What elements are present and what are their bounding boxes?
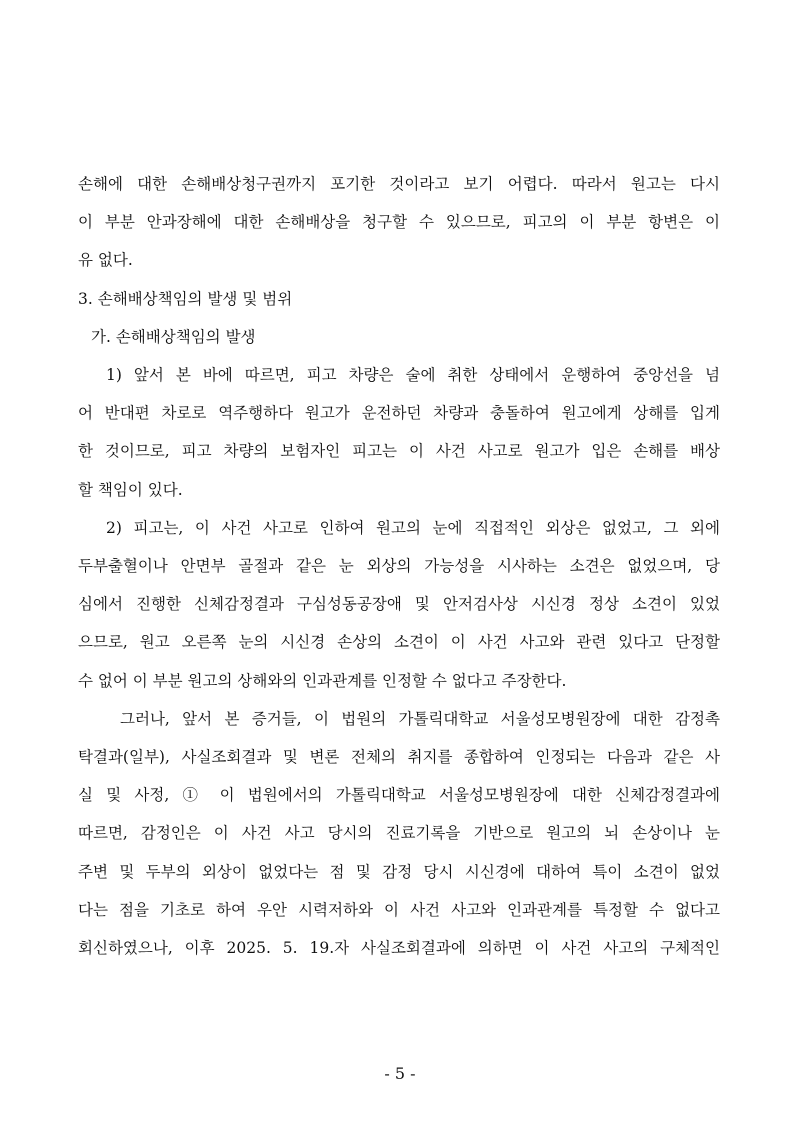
text-line: 1) 앞서 본 바에 따르면, 피고 차량은 술에 취한 상태에서 운행하여 중앙선을 넘	[106, 366, 720, 384]
text-line: 어 반대편 차로로 역주행하다 원고가 운전하던 차량과 충돌하여 원고에게 상해를 입게	[78, 404, 720, 423]
text-line: 다는 점을 기초로 하여 우안 시력저하와 이 사건 사고와 인과관계를 특정할 수 없다고	[78, 900, 720, 919]
page-number: - 5 -	[384, 1064, 416, 1083]
text-line: 따르면, 감정인은 이 사건 사고 당시의 진료기록을 기반으로 원고의 뇌 손상이나 눈	[78, 824, 720, 843]
text-line: 2) 피고는, 이 사건 사고로 인하여 원고의 눈에 직접적인 외상은 없었고, 그 외에	[106, 518, 720, 537]
text-line: 유 없다.	[78, 251, 133, 270]
text-line: 심에서 진행한 신체감정결과 구심성동공장애 및 안저검사상 시신경 정상 소견이 있었	[78, 595, 720, 614]
text-line: 가. 손해배상책임의 발생	[91, 327, 256, 346]
text-line: 주변 및 두부의 외상이 없었다는 점 및 감정 당시 시신경에 대하여 특이 소견이 없었	[78, 862, 720, 881]
text-line: 회신하였으나, 이후 2025. 5. 19.자 사실조회결과에 의하면 이 사건 사고의 구체적인	[78, 939, 720, 957]
text-line: 한 것이므로, 피고 차량의 보험자인 피고는 이 사건 사고로 원고가 입은 손해를 배상	[78, 442, 720, 461]
text-line: 할 책임이 있다.	[78, 480, 183, 499]
text-line: 두부출혈이나 안면부 골절과 같은 눈 외상의 가능성을 시사하는 소견은 없었으며, 당	[78, 557, 720, 575]
text-line: 수 없어 이 부분 원고의 상해와의 인과관계를 인정할 수 없다고 주장한다.	[78, 671, 567, 690]
text-line: 3. 손해배상책임의 발생 및 범위	[78, 289, 293, 308]
text-line: 실 및 사정, ① 이 법원에서의 가톨릭대학교 서울성모병원장에 대한 신체감정결과에	[78, 786, 720, 805]
text-line: 그러나, 앞서 본 증거들, 이 법원의 가톨릭대학교 서울성모병원장에 대한 감정촉	[120, 709, 720, 728]
text-line: 손해에 대한 손해배상청구권까지 포기한 것이라고 보기 어렵다. 따라서 원고는 다시	[78, 175, 720, 193]
text-line: 으므로, 원고 오른쪽 눈의 시신경 손상의 소견이 이 사건 사고와 관련 있다고 단정할	[78, 633, 720, 652]
text-line: 탁결과(일부), 사실조회결과 및 변론 전체의 취지를 종합하여 인정되는 다음과 같은 사	[78, 748, 720, 766]
text-line: 이 부분 안과장해에 대한 손해배상을 청구할 수 있으므로, 피고의 이 부분 항변은 이	[78, 213, 720, 232]
